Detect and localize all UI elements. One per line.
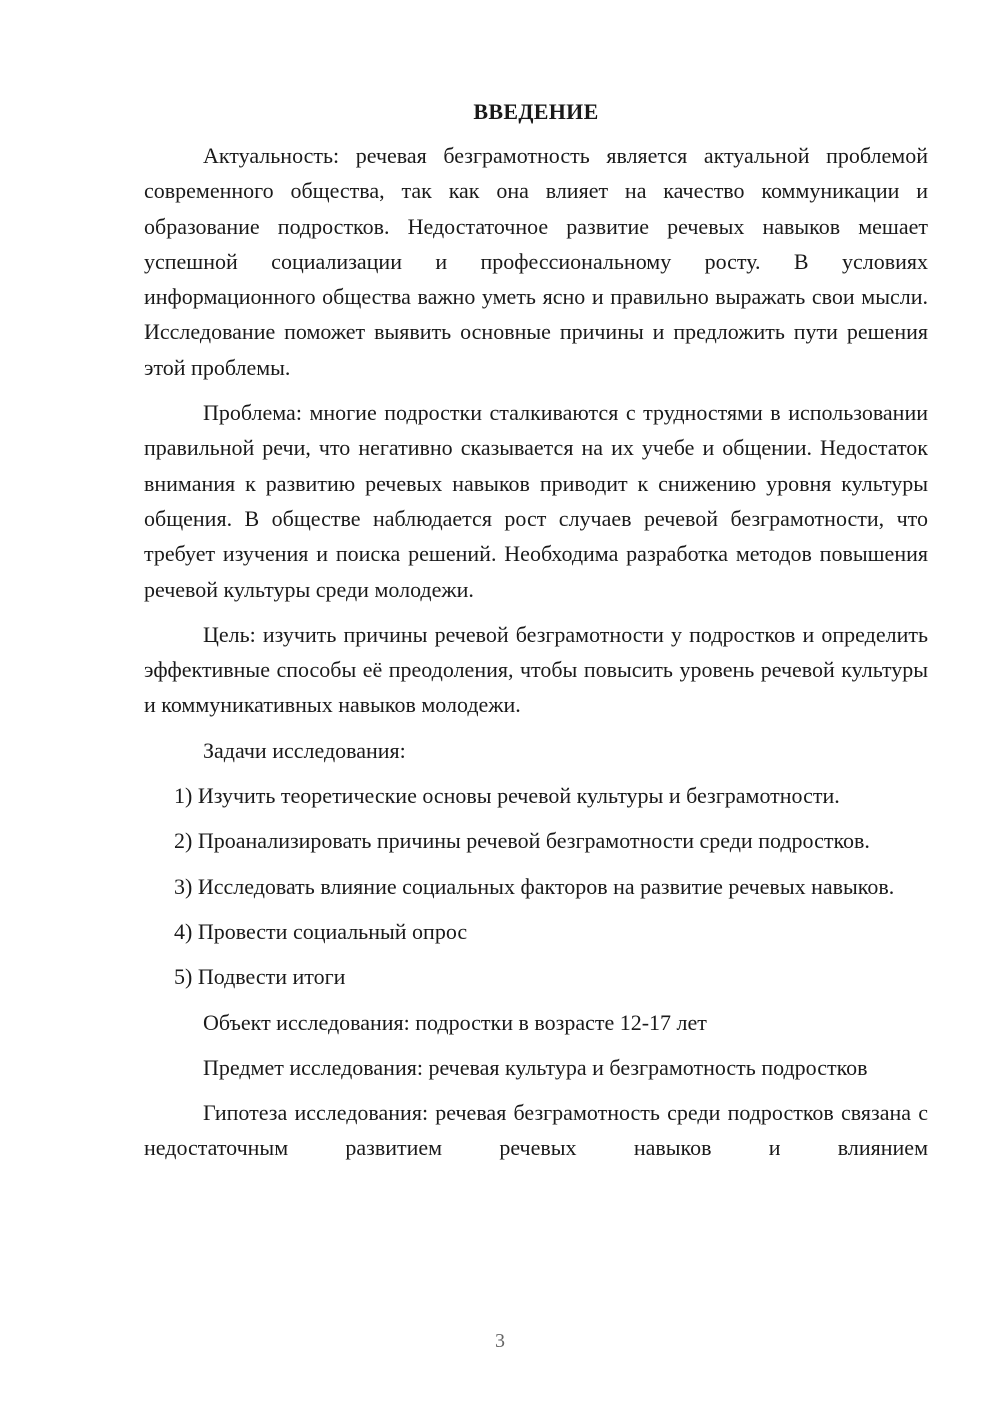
paragraph-problem: Проблема: многие подростки сталкиваются с трудностями в использовании правильной речи, что негативно сказывается на их учебе и общении. Недостаток внимания к развитию речевых навыков приводит к снижению уровня культуры общения. В обществе наблюдается рост случаев речевой безграмотности, что требует изучения и поиска решений. Необходима разработка методов повышения речевой культуры среди молодежи. — [144, 400, 928, 602]
document-title: ВВЕДЕНИЕ — [473, 99, 599, 124]
document-page — [144, 96, 928, 1176]
paragraph-relevance: Актуальность: речевая безграмотность является актуальной проблемой современного общества, так как она влияет на качество коммуникации и образование подростков. Недостаточное развитие речевых навыков мешает успешной социализации и профессиональному росту. В условиях информационного общества важно уметь ясно и правильно выражать свои мысли. Исследование поможет выявить основные причины и предложить пути решения этой проблемы. — [144, 143, 928, 380]
paragraph-hypothesis: Гипотеза исследования: речевая безграмотность среди подростков связана с недостаточным развитием речевых навыков и влиянием — [144, 1100, 928, 1161]
paragraph-object: Объект исследования: подростки в возрасте 12-17 лет — [203, 1009, 707, 1035]
task-item-5: 5) Подвести итоги — [174, 964, 346, 990]
page-number: 3 — [495, 1330, 505, 1352]
task-item-3: 3) Исследовать влияние социальных факторов на развитие речевых навыков. — [174, 873, 895, 899]
task-item-1: 1) Изучить теоретические основы речевой культуры и безграмотности. — [174, 783, 840, 809]
task-item-2: 2) Проанализировать причины речевой безграмотности среди подростков. — [174, 828, 870, 854]
paragraph-subject: Предмет исследования: речевая культура и безграмотность подростков — [203, 1054, 868, 1080]
paragraph-tasks-heading: Задачи исследования: — [203, 737, 406, 763]
task-item-4: 4) Провести социальный опрос — [174, 918, 468, 944]
paragraph-goal: Цель: изучить причины речевой безграмотности у подростков и определить эффективные способы её преодоления, чтобы повысить уровень речевой культуры и коммуникативных навыков молодежи. — [144, 621, 928, 718]
